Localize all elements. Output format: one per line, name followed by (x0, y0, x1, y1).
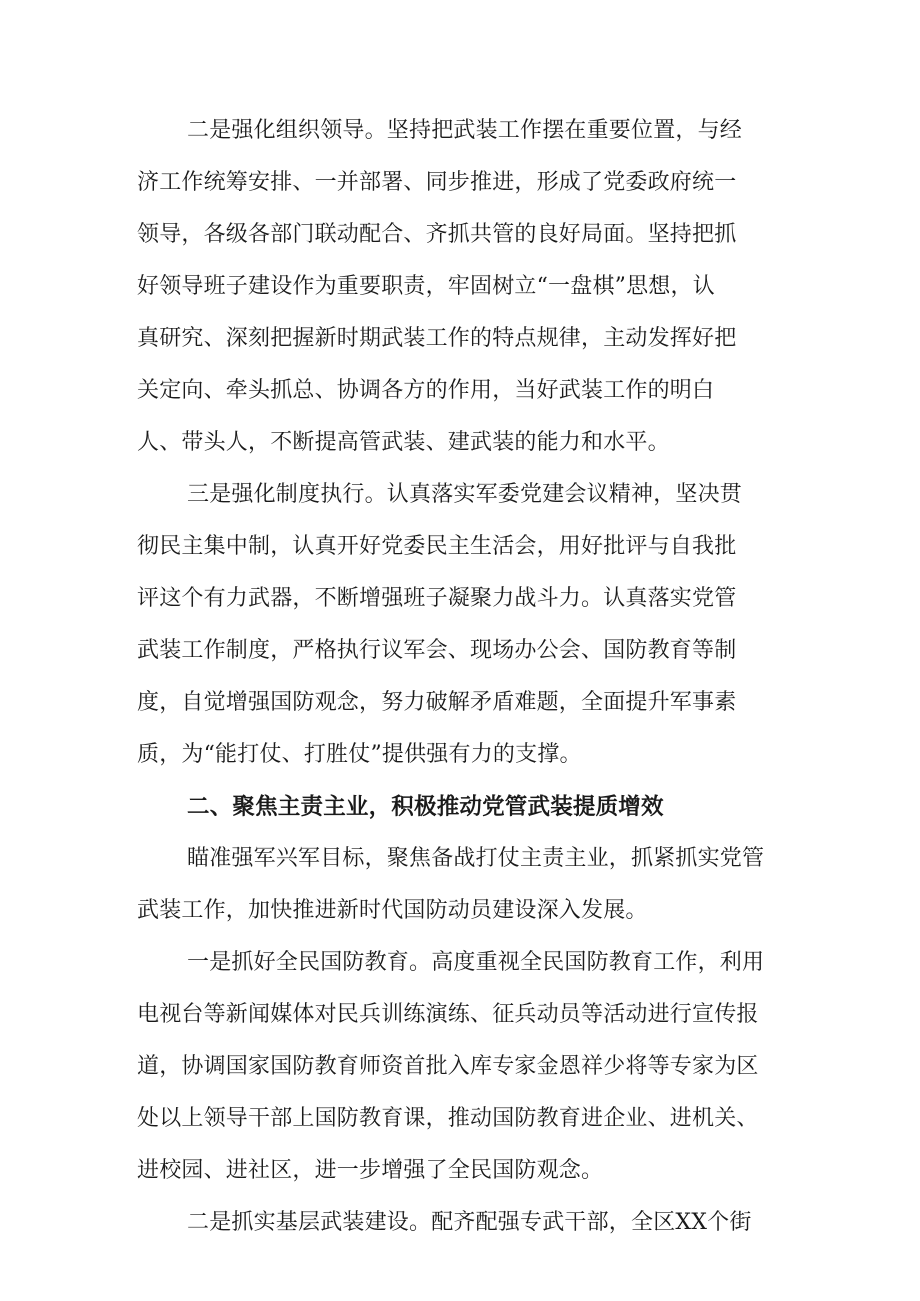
paragraph-3-line-3: 评这个有力武器，不断增强班子凝聚力战斗力。认真落实党管 (137, 586, 737, 611)
paragraph-3-line-1: 三是强化制度执行。认真落实军委党建会议精神，坚决贯 (187, 482, 743, 507)
paragraph-3-line-5: 度，自觉增强国防观念，努力破解矛盾难题，全面提升军事素 (137, 690, 737, 715)
paragraph-2-line-5: 真研究、深刻把握新时期武装工作的特点规律，主动发挥好把 (137, 326, 737, 351)
paragraph-2-line-7: 人、带头人，不断提高管武装、建武装的能力和水平。 (137, 430, 670, 455)
paragraph-5-line-1: 二是抓实基层武装建设。配齐配强专武干部，全区XX个街 (187, 1210, 752, 1235)
paragraph-2-line-4: 好领导班子建设作为重要职责，牢固树立“一盘棋”思想，认 (137, 274, 715, 299)
paragraph-2-line-1: 二是强化组织领导。坚持把武装工作摆在重要位置，与经 (187, 118, 743, 143)
paragraph-3-line-4: 武装工作制度，严格执行议军会、现场办公会、国防教育等制 (137, 638, 737, 663)
section-heading: 二、聚焦主责主业，积极推动党管武装提质增效 (187, 794, 664, 820)
paragraph-intro-line-2: 武装工作，加快推进新时代国防动员建设深入发展。 (137, 898, 648, 923)
paragraph-4-line-4: 处以上领导干部上国防教育课，推动国防教育进企业、进机关、 (137, 1106, 759, 1131)
paragraph-2-line-3: 领导，各级各部门联动配合、齐抓共管的良好局面。坚持把抓 (137, 222, 737, 247)
paragraph-intro-line-1: 瞄准强军兴军目标，聚焦备战打仗主责主业，抓紧抓实党管 (187, 846, 765, 871)
paragraph-4-line-3: 道，协调国家国防教育师资首批入库专家金恩祥少将等专家为区 (137, 1054, 759, 1079)
paragraph-2-line-2: 济工作统筹安排、一并部署、同步推进，形成了党委政府统一 (137, 170, 737, 195)
paragraph-3-line-2: 彻民主集中制，认真开好党委民主生活会，用好批评与自我批 (137, 534, 737, 559)
paragraph-4-line-5: 进校园、进社区，进一步增强了全民国防观念。 (137, 1158, 604, 1183)
paragraph-2-line-6: 关定向、牵头抓总、协调各方的作用，当好武装工作的明白 (137, 378, 715, 403)
paragraph-4-line-2: 电视台等新闻媒体对民兵训练演练、征兵动员等活动进行宣传报 (137, 1002, 759, 1027)
paragraph-3-line-6: 质，为“能打仗、打胜仗”提供强有力的支撑。 (137, 742, 582, 767)
paragraph-4-line-1: 一是抓好全民国防教育。高度重视全民国防教育工作，利用 (187, 950, 765, 975)
